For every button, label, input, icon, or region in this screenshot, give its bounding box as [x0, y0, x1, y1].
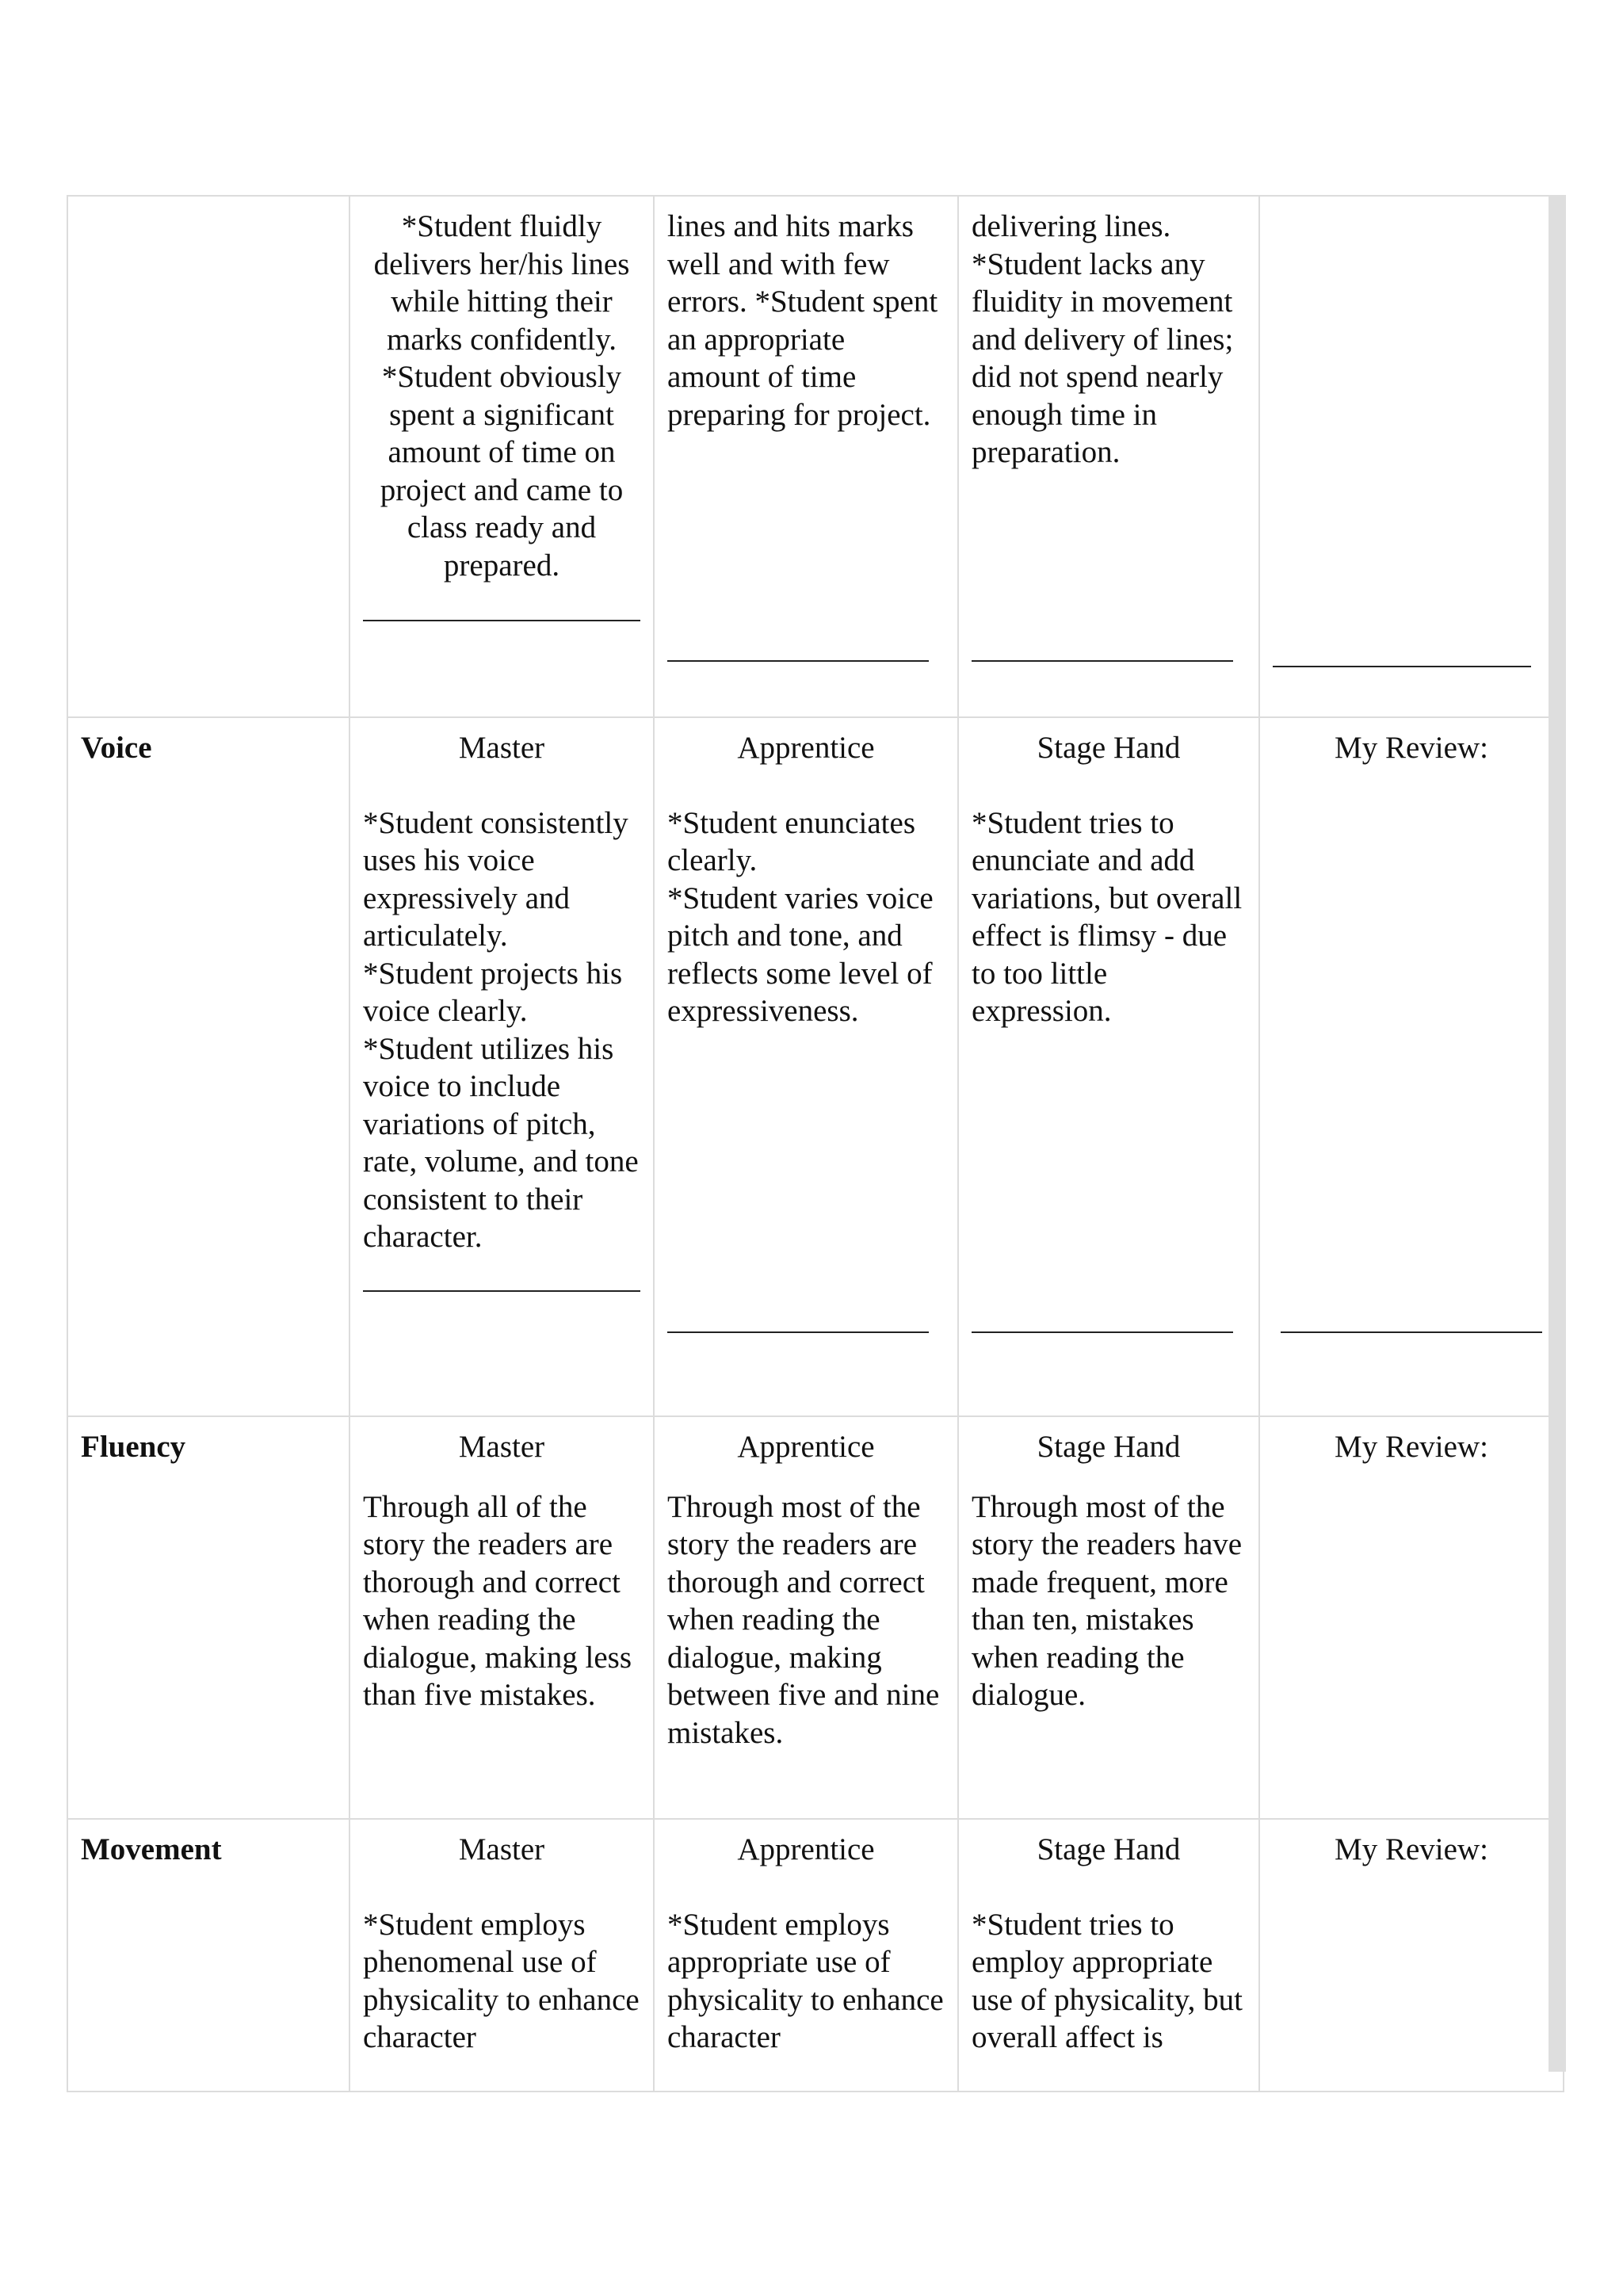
- cell-text: Through most of the story the readers have made frequent, more than ten, mistakes when reading the dialogue.: [972, 1489, 1243, 1712]
- apprentice-cell: [654, 196, 958, 717]
- cell-text: delivering lines. *Student lacks any fluidity in movement and delivery of lines; did not spend nearly enough time in preparation.: [972, 209, 1234, 469]
- rubric-row-fluency: [67, 1416, 1564, 1819]
- criterion-label: Voice: [81, 731, 152, 765]
- review-heading: My Review:: [1335, 1430, 1488, 1464]
- cell-text: Through most of the story the readers are thorough and correct when reading the dialogue, making between five and nine mistakes.: [667, 1489, 940, 1750]
- stagehand-cell: [958, 717, 1259, 1416]
- apprentice-cell: [654, 1416, 958, 1819]
- criterion-label: Fluency: [81, 1430, 186, 1464]
- cell-text: *Student employs appropriate use of physicality to enhance character: [667, 1907, 944, 2054]
- level-heading: Master: [458, 1832, 545, 1866]
- level-heading: Master: [458, 1430, 545, 1464]
- cell-text: *Student tries to employ appropriate use of physicality, but overall affect is: [972, 1907, 1243, 2054]
- rubric-row-continued: [67, 196, 1564, 717]
- criterion-cell: [67, 1819, 349, 2092]
- level-heading: Stage Hand: [1037, 1430, 1181, 1464]
- criterion-label: Movement: [81, 1832, 222, 1866]
- cell-text: *Student consistently uses his voice expressively and articulately. *Student projects his voice clearly. *Student utilizes his voice to include variations of pitch, rate, volume, and tone consistent to their character.: [363, 805, 639, 1254]
- signature-line: [972, 660, 1233, 662]
- criterion-cell: [67, 717, 349, 1416]
- signature-line: [1281, 1331, 1542, 1333]
- criterion-cell: [67, 1416, 349, 1819]
- cell-text: *Student tries to enunciate and add variations, but overall effect is flimsy - due to too little expression.: [972, 805, 1243, 1028]
- review-heading: My Review:: [1335, 731, 1488, 765]
- stagehand-cell: [958, 196, 1259, 717]
- master-cell: [349, 717, 654, 1416]
- criterion-cell: [67, 196, 349, 717]
- review-cell: [1259, 717, 1564, 1416]
- cell-text: *Student employs phenomenal use of physicality to enhance character: [363, 1907, 640, 2054]
- signature-line: [363, 1290, 640, 1292]
- review-cell: [1259, 1819, 1564, 2092]
- cell-text: *Student enunciates clearly. *Student varies voice pitch and tone, and reflects some level of expressiveness.: [667, 805, 934, 1028]
- vertical-scrollbar[interactable]: [1549, 195, 1566, 2072]
- level-heading: Apprentice: [737, 731, 875, 765]
- level-heading: Stage Hand: [1037, 1832, 1181, 1866]
- master-cell: [349, 196, 654, 717]
- signature-line: [1273, 666, 1531, 667]
- signature-line: [972, 1331, 1233, 1333]
- signature-line: [667, 660, 929, 662]
- stagehand-cell: [958, 1416, 1259, 1819]
- review-cell: [1259, 196, 1564, 717]
- rubric-table: [67, 195, 1564, 2092]
- cell-text: lines and hits marks well and with few errors. *Student spent an appropriate amount of time preparing for project.: [667, 209, 938, 432]
- stagehand-cell: [958, 1819, 1259, 2092]
- cell-text: *Student fluidly delivers her/his lines while hitting their marks confidently. *Student obviously spent a significant amount of time on project and came to class ready and prepared.: [373, 209, 630, 583]
- master-cell: [349, 1819, 654, 2092]
- apprentice-cell: [654, 1819, 958, 2092]
- cell-text: Through all of the story the readers are thorough and correct when reading the dialogue, making less than five mistakes.: [363, 1489, 632, 1712]
- level-heading: Stage Hand: [1037, 731, 1181, 765]
- level-heading: Master: [458, 731, 545, 765]
- signature-line: [363, 620, 640, 621]
- review-heading: My Review:: [1335, 1832, 1488, 1866]
- signature-line: [667, 1331, 929, 1333]
- level-heading: Apprentice: [737, 1832, 875, 1866]
- rubric-row-voice: [67, 717, 1564, 1416]
- level-heading: Apprentice: [737, 1430, 875, 1464]
- apprentice-cell: [654, 717, 958, 1416]
- review-cell: [1259, 1416, 1564, 1819]
- rubric-row-movement: [67, 1819, 1564, 2092]
- master-cell: [349, 1416, 654, 1819]
